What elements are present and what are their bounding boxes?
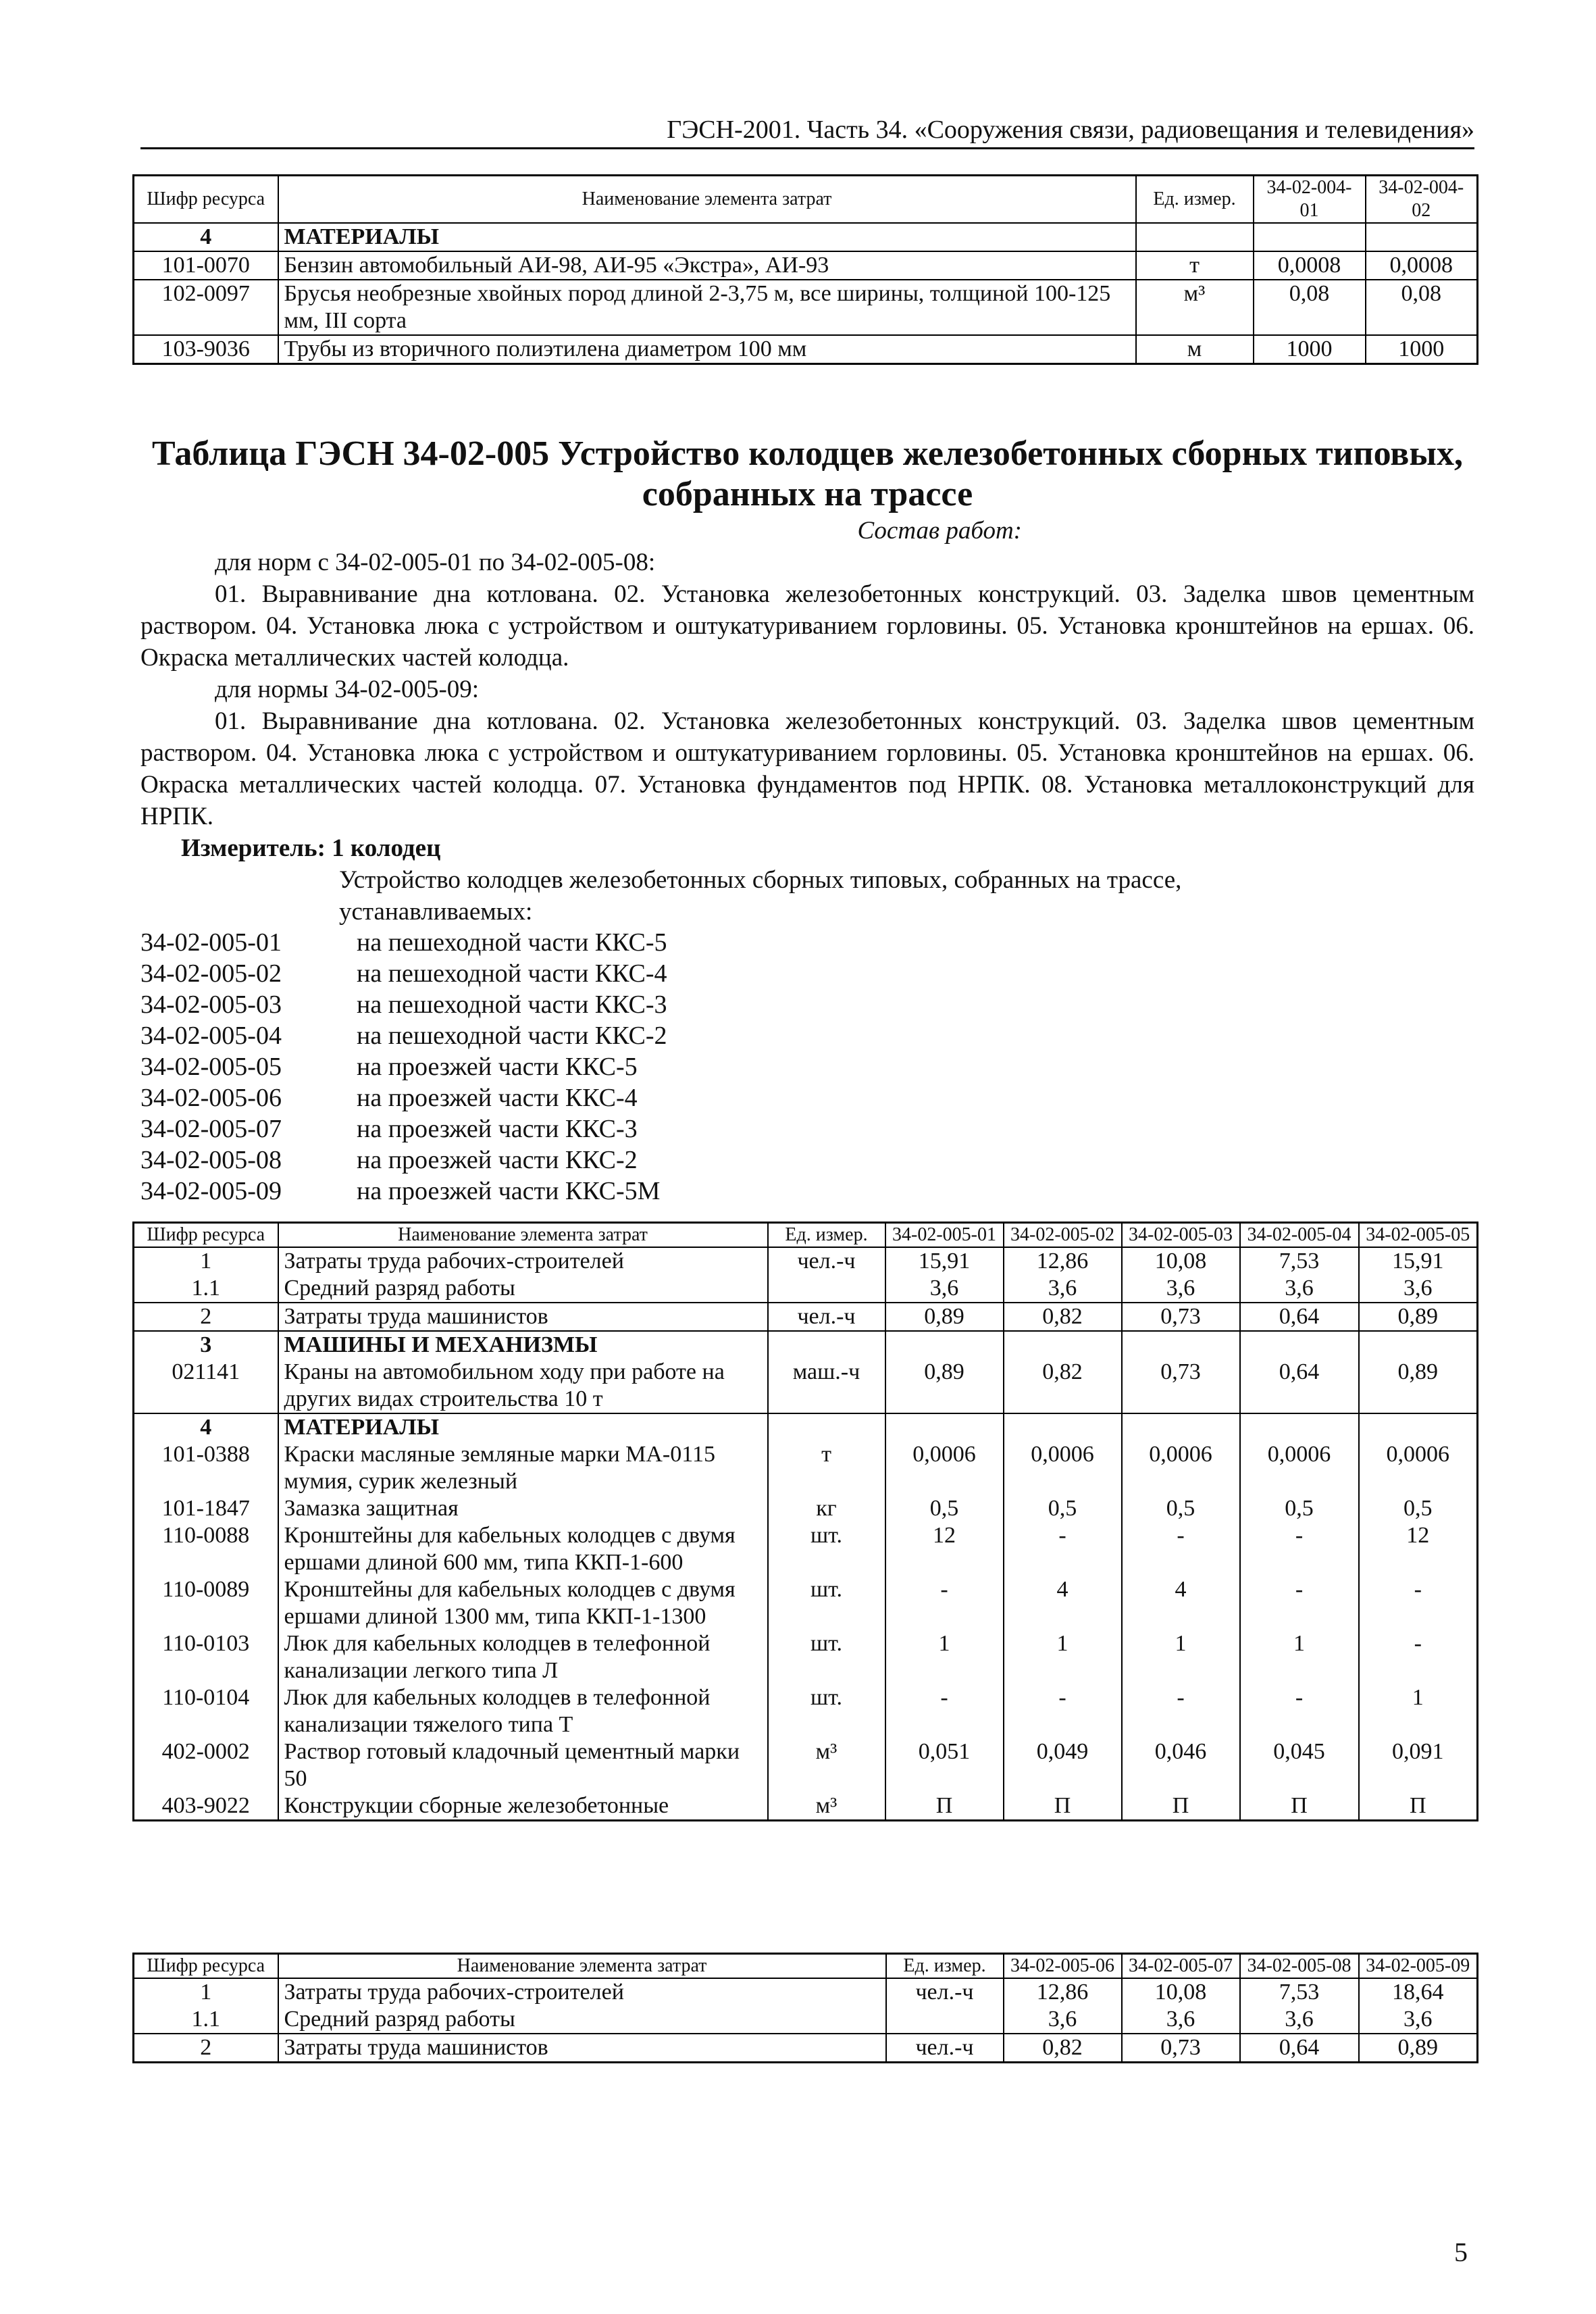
cell-value: 0,0008 — [1366, 251, 1478, 280]
cell-unit: чел.-ч — [886, 2034, 1004, 2063]
cell-value: 0,64 — [1240, 1359, 1359, 1413]
cell-value: 12,86 — [1004, 1247, 1122, 1275]
cell-value: 1 — [1240, 1630, 1359, 1684]
table-row — [134, 251, 1478, 280]
norm-code: 34-02-005-04 — [140, 1022, 282, 1050]
cell-value: 0,82 — [1004, 1359, 1122, 1413]
cell-value: 0,0006 — [1359, 1441, 1478, 1495]
header-cell: 34-02-004-01 — [1254, 176, 1366, 224]
cell-value: - — [1122, 1684, 1240, 1738]
cell-value: 0,0006 — [1240, 1441, 1359, 1495]
cell-unit: м — [1136, 335, 1254, 364]
table-row — [134, 2006, 1478, 2034]
cell-value: 3,6 — [1240, 1275, 1359, 1303]
cell-value — [1240, 1413, 1359, 1441]
norm-item — [140, 1082, 667, 1113]
header-cell: 34-02-005-05 — [1359, 1223, 1478, 1248]
header-cell: Шифр ресурса — [134, 176, 278, 224]
cell-value: 0,64 — [1240, 2034, 1359, 2063]
cell-name: Затраты труда машинистов — [278, 1303, 768, 1331]
header-cell: 34-02-005-08 — [1240, 1954, 1359, 1979]
cell-value: 0,0006 — [885, 1441, 1004, 1495]
norm-text: на проезжей части ККС-3 — [357, 1115, 638, 1143]
table-row — [134, 1576, 1478, 1630]
cell-value: 0,5 — [1122, 1495, 1240, 1522]
cell-value — [1122, 1331, 1240, 1359]
cell-code: 101-1847 — [134, 1495, 278, 1522]
header-cell: 34-02-005-03 — [1122, 1223, 1240, 1248]
work-composition — [140, 515, 1474, 928]
cell-value: 15,91 — [885, 1247, 1004, 1275]
table-row — [134, 1630, 1478, 1684]
cell-value: 4 — [1122, 1576, 1240, 1630]
cell-code: 110-0103 — [134, 1630, 278, 1684]
cell-value: 0,5 — [1240, 1495, 1359, 1522]
cell-name: Трубы из вторичного полиэтилена диаметром 100 мм — [278, 335, 1136, 364]
meter: Измеритель: 1 колодец — [181, 834, 441, 862]
cell-unit — [768, 1331, 885, 1359]
cell-code: 101-0070 — [134, 251, 278, 280]
cell-value: П — [1122, 1792, 1240, 1821]
cell-name: Кронштейны для кабельных колодцев с двумя ершами длиной 1300 мм, типа ККП-1-1300 — [278, 1576, 768, 1630]
cell-value: 0,82 — [1004, 1303, 1122, 1331]
work-intro-2: для нормы 34-02-005-09: — [215, 676, 480, 703]
norm-item — [140, 1176, 667, 1207]
cell-code: 2 — [134, 1303, 278, 1331]
cell-value: 7,53 — [1240, 1247, 1359, 1275]
cell-name: Бензин автомобильный АИ-98, АИ-95 «Экстра», АИ-93 — [278, 251, 1136, 280]
norm-item — [140, 1113, 667, 1145]
running-header: ГЭСН-2001. Часть 34. «Сооружения связи, радиовещания и телевидения» — [140, 112, 1474, 149]
table-row — [134, 1359, 1478, 1413]
cell-value — [1254, 223, 1366, 251]
table-title-line1: Таблица ГЭСН 34-02-005 Устройство колодцев железобетонных сборных типовых, — [152, 434, 1463, 473]
cell-value: - — [885, 1684, 1004, 1738]
cell-code: 102-0097 — [134, 280, 278, 335]
cell-unit: м³ — [768, 1738, 885, 1792]
cell-value: 12 — [1359, 1522, 1478, 1576]
cell-code: 021141 — [134, 1359, 278, 1413]
table-005-01-05 — [132, 1222, 1478, 1821]
cell-value: - — [1240, 1576, 1359, 1630]
cell-name: Затраты труда рабочих-строителей — [278, 1978, 886, 2006]
header-cell: Наименование элемента затрат — [278, 176, 1136, 224]
cell-unit: кг — [768, 1495, 885, 1522]
cell-unit: чел.-ч — [768, 1303, 885, 1331]
table-row — [134, 1738, 1478, 1792]
norm-text: на пешеходной части ККС-4 — [357, 959, 667, 988]
cell-unit: шт. — [768, 1630, 885, 1684]
cell-value: 15,91 — [1359, 1247, 1478, 1275]
cell-name: Затраты труда машинистов — [278, 2034, 886, 2063]
cell-value — [1004, 1331, 1122, 1359]
table-row — [134, 280, 1478, 335]
norm-code: 34-02-005-07 — [140, 1115, 282, 1143]
norm-item — [140, 958, 667, 989]
norm-item — [140, 1145, 667, 1176]
header-cell: 34-02-005-09 — [1359, 1954, 1478, 1979]
cell-unit: шт. — [768, 1522, 885, 1576]
cell-code: 110-0088 — [134, 1522, 278, 1576]
cell-unit: шт. — [768, 1576, 885, 1630]
norm-text: на проезжей части ККС-5М — [357, 1177, 661, 1205]
cell-value: 3,6 — [1240, 2006, 1359, 2034]
norm-code: 34-02-005-06 — [140, 1084, 282, 1112]
header-cell: 34-02-005-04 — [1240, 1223, 1359, 1248]
cell-unit: м³ — [1136, 280, 1254, 335]
cell-value: - — [1359, 1630, 1478, 1684]
cell-value: 0,89 — [885, 1303, 1004, 1331]
cell-code: 110-0104 — [134, 1684, 278, 1738]
cell-value: П — [1004, 1792, 1122, 1821]
cell-code: 101-0388 — [134, 1441, 278, 1495]
cell-value: 10,08 — [1122, 1247, 1240, 1275]
cell-value: - — [1359, 1576, 1478, 1630]
cell-code: 4 — [134, 223, 278, 251]
norm-item — [140, 1051, 667, 1082]
cell-value: 7,53 — [1240, 1978, 1359, 2006]
cell-value: - — [1122, 1522, 1240, 1576]
cell-value: 3,6 — [1359, 1275, 1478, 1303]
cell-name: МАТЕРИАЛЫ — [278, 223, 1136, 251]
cell-value: 0,82 — [1004, 2034, 1122, 2063]
cell-unit — [886, 2006, 1004, 2034]
table-row — [134, 2034, 1478, 2063]
norm-code: 34-02-005-02 — [140, 959, 282, 988]
header-cell: Ед. измер. — [1136, 176, 1254, 224]
cell-value: - — [885, 1576, 1004, 1630]
cell-unit — [768, 1275, 885, 1303]
cell-value: 0,0008 — [1254, 251, 1366, 280]
cell-value: 12 — [885, 1522, 1004, 1576]
norm-desc-2: устанавливаемых: — [339, 898, 533, 926]
norm-code: 34-02-005-08 — [140, 1146, 282, 1174]
table-row — [134, 335, 1478, 364]
cell-code: 1.1 — [134, 1275, 278, 1303]
header-cell: Ед. измер. — [768, 1223, 885, 1248]
header-cell: Ед. измер. — [886, 1954, 1004, 1979]
table-005-06-09 — [132, 1953, 1478, 2063]
cell-value: 0,5 — [885, 1495, 1004, 1522]
cell-value: - — [1004, 1522, 1122, 1576]
cell-name: Люк для кабельных колодцев в телефонной канализации легкого типа Л — [278, 1630, 768, 1684]
norm-text: на проезжей части ККС-2 — [357, 1146, 638, 1174]
cell-value: 0,091 — [1359, 1738, 1478, 1792]
cell-name: Краны на автомобильном ходу при работе на других видах строительства 10 т — [278, 1359, 768, 1413]
cell-value: 3,6 — [1004, 2006, 1122, 2034]
cell-code: 110-0089 — [134, 1576, 278, 1630]
cell-value: 1000 — [1366, 335, 1478, 364]
cell-name: Кронштейны для кабельных колодцев с двумя ершами длиной 600 мм, типа ККП-1-600 — [278, 1522, 768, 1576]
norm-text: на проезжей части ККС-5 — [357, 1053, 638, 1081]
header-cell: 34-02-004-02 — [1366, 176, 1478, 224]
cell-value: 0,89 — [1359, 2034, 1478, 2063]
cell-name: Замазка защитная — [278, 1495, 768, 1522]
header-cell: 34-02-005-01 — [885, 1223, 1004, 1248]
cell-value: 0,64 — [1240, 1303, 1359, 1331]
cell-value — [1004, 1413, 1122, 1441]
cell-code: 1 — [134, 1978, 278, 2006]
cell-value: 0,89 — [1359, 1303, 1478, 1331]
cell-name: МАШИНЫ И МЕХАНИЗМЫ — [278, 1331, 768, 1359]
cell-unit — [1136, 223, 1254, 251]
norm-text: на пешеходной части ККС-3 — [357, 990, 667, 1019]
cell-value: 4 — [1004, 1576, 1122, 1630]
table-row — [134, 1441, 1478, 1495]
cell-code: 4 — [134, 1413, 278, 1441]
table-row — [134, 1331, 1478, 1359]
cell-value: П — [885, 1792, 1004, 1821]
norm-code: 34-02-005-01 — [140, 928, 282, 957]
table-row — [134, 223, 1478, 251]
cell-value: 3,6 — [1122, 2006, 1240, 2034]
norm-text: на пешеходной части ККС-2 — [357, 1022, 667, 1050]
cell-value — [1240, 1331, 1359, 1359]
cell-value — [885, 1331, 1004, 1359]
cell-value — [1359, 1331, 1478, 1359]
cell-unit: м³ — [768, 1792, 885, 1821]
header-cell: Наименование элемента затрат — [278, 1954, 886, 1979]
cell-code: 103-9036 — [134, 335, 278, 364]
table-row — [134, 1247, 1478, 1275]
cell-unit: шт. — [768, 1684, 885, 1738]
norm-text: на пешеходной части ККС-5 — [357, 928, 667, 957]
cell-value: П — [1240, 1792, 1359, 1821]
norm-list — [140, 927, 667, 1207]
cell-name: Люк для кабельных колодцев в телефонной канализации тяжелого типа Т — [278, 1684, 768, 1738]
cell-value: 1 — [1122, 1630, 1240, 1684]
cell-value: 0,051 — [885, 1738, 1004, 1792]
table-row — [134, 1275, 1478, 1303]
page-number: 5 — [1454, 2237, 1468, 2267]
header-cell: 34-02-005-07 — [1122, 1954, 1240, 1979]
norm-code: 34-02-005-09 — [140, 1177, 282, 1205]
cell-value: - — [1004, 1684, 1122, 1738]
cell-value: 0,73 — [1122, 2034, 1240, 2063]
cell-value: 0,08 — [1366, 280, 1478, 335]
norm-code: 34-02-005-03 — [140, 990, 282, 1019]
cell-name: МАТЕРИАЛЫ — [278, 1413, 768, 1441]
cell-value: 0,89 — [885, 1359, 1004, 1413]
cell-value — [1359, 1413, 1478, 1441]
cell-unit: чел.-ч — [768, 1247, 885, 1275]
cell-name: Средний разряд работы — [278, 2006, 886, 2034]
cell-name: Затраты труда рабочих-строителей — [278, 1247, 768, 1275]
cell-value: 0,73 — [1122, 1303, 1240, 1331]
cell-code: 1.1 — [134, 2006, 278, 2034]
table-row — [134, 1413, 1478, 1441]
cell-code: 1 — [134, 1247, 278, 1275]
table-title — [140, 434, 1474, 515]
cell-value: 1 — [1359, 1684, 1478, 1738]
cell-unit: т — [768, 1441, 885, 1495]
header-cell: Наименование элемента затрат — [278, 1223, 768, 1248]
table-row — [134, 1684, 1478, 1738]
cell-value: П — [1359, 1792, 1478, 1821]
norm-item — [140, 927, 667, 958]
table-materials-004 — [132, 174, 1478, 365]
norm-item — [140, 989, 667, 1020]
cell-value: 3,6 — [1359, 2006, 1478, 2034]
table-row — [134, 1522, 1478, 1576]
cell-value: - — [1240, 1684, 1359, 1738]
cell-value: 1 — [1004, 1630, 1122, 1684]
cell-name: Конструкции сборные железобетонные — [278, 1792, 768, 1821]
table-row — [134, 1792, 1478, 1821]
cell-value: 10,08 — [1122, 1978, 1240, 2006]
cell-value: 0,08 — [1254, 280, 1366, 335]
cell-code: 3 — [134, 1331, 278, 1359]
cell-value: - — [1240, 1522, 1359, 1576]
work-intro-1: для норм с 34-02-005-01 по 34-02-005-08: — [215, 549, 656, 576]
cell-value: 0,0006 — [1004, 1441, 1122, 1495]
norm-item — [140, 1020, 667, 1051]
table-row — [134, 1303, 1478, 1331]
cell-code: 2 — [134, 2034, 278, 2063]
header-cell: Шифр ресурса — [134, 1954, 278, 1979]
cell-unit: т — [1136, 251, 1254, 280]
work-text-2: 01. Выравнивание дна котлована. 02. Установка железобетонных конструкций. 03. Заделка швов цементным раствором. 04. Установка люка с устройством и оштукатуриванием горловины. 05. Установка кронштейнов на ершах. 06. Окраска металлических частей колодца. 07. Установка фундаментов под НРПК. 08. Установка металлоконструкций для НРПК. — [140, 707, 1474, 830]
cell-value: 18,64 — [1359, 1978, 1478, 2006]
work-subtitle: Состав работ: — [857, 517, 1022, 545]
cell-value: 0,5 — [1004, 1495, 1122, 1522]
cell-name: Краски масляные земляные марки МА-0115 мумия, сурик железный — [278, 1441, 768, 1495]
norm-text: на проезжей части ККС-4 — [357, 1084, 638, 1112]
norm-code: 34-02-005-05 — [140, 1053, 282, 1081]
cell-code: 403-9022 — [134, 1792, 278, 1821]
norm-desc-1: Устройство колодцев железобетонных сборных типовых, собранных на трассе, — [339, 866, 1182, 894]
cell-value: 0,89 — [1359, 1359, 1478, 1413]
cell-unit: маш.-ч — [768, 1359, 885, 1413]
cell-value: 0,049 — [1004, 1738, 1122, 1792]
table-title-line2: собранных на трассе — [642, 475, 973, 513]
cell-name: Средний разряд работы — [278, 1275, 768, 1303]
cell-value: 12,86 — [1004, 1978, 1122, 2006]
table-row — [134, 1495, 1478, 1522]
cell-value: 0,0006 — [1122, 1441, 1240, 1495]
cell-value: 3,6 — [885, 1275, 1004, 1303]
cell-unit: чел.-ч — [886, 1978, 1004, 2006]
cell-value: 3,6 — [1122, 1275, 1240, 1303]
cell-value: 0,045 — [1240, 1738, 1359, 1792]
work-text-1: 01. Выравнивание дна котлована. 02. Установка железобетонных конструкций. 03. Заделка швов цементным раствором. 04. Установка люка с устройством и оштукатуриванием горловины. 05. Установка кронштейнов на ершах. 06. Окраска металлических частей колодца. — [140, 580, 1474, 672]
cell-value: 1 — [885, 1630, 1004, 1684]
cell-name: Раствор готовый кладочный цементный марки 50 — [278, 1738, 768, 1792]
cell-value: 3,6 — [1004, 1275, 1122, 1303]
header-cell: Шифр ресурса — [134, 1223, 278, 1248]
cell-code: 402-0002 — [134, 1738, 278, 1792]
header-cell: 34-02-005-02 — [1004, 1223, 1122, 1248]
header-cell: 34-02-005-06 — [1004, 1954, 1122, 1979]
cell-value: 0,5 — [1359, 1495, 1478, 1522]
cell-value — [885, 1413, 1004, 1441]
cell-name: Брусья необрезные хвойных пород длиной 2-3,75 м, все ширины, толщиной 100-125 мм, III сорта — [278, 280, 1136, 335]
cell-value: 0,046 — [1122, 1738, 1240, 1792]
cell-value: 0,73 — [1122, 1359, 1240, 1413]
cell-unit — [768, 1413, 885, 1441]
table-row — [134, 1978, 1478, 2006]
cell-value — [1122, 1413, 1240, 1441]
cell-value: 1000 — [1254, 335, 1366, 364]
cell-value — [1366, 223, 1478, 251]
